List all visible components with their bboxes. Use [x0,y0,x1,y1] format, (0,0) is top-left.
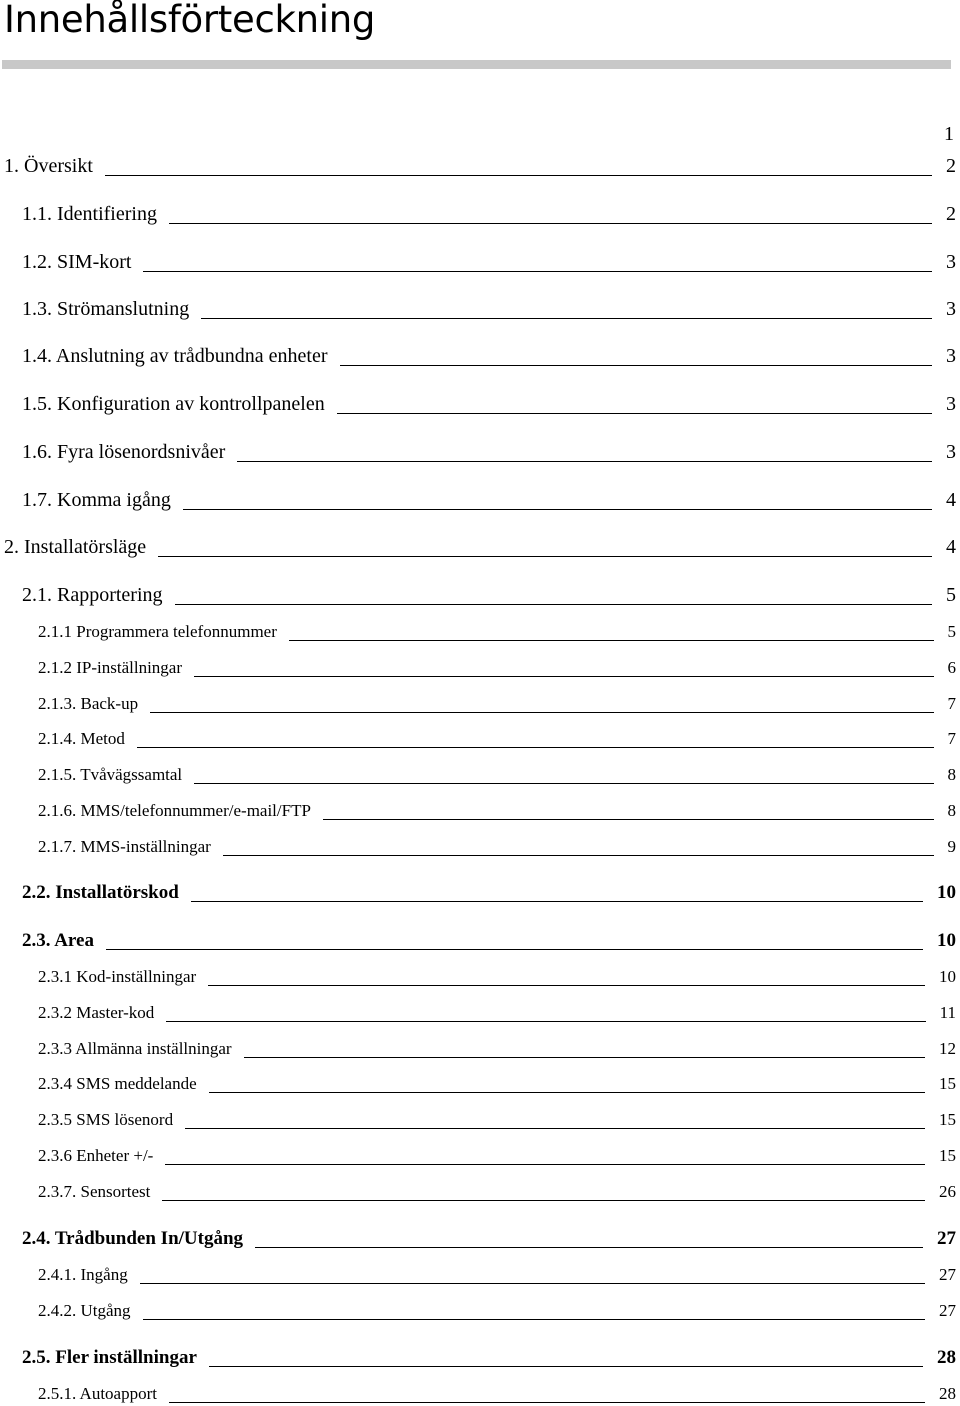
toc-leader-line [194,676,933,677]
toc-entry-label: 2.3.6 Enheter +/- [38,1146,154,1165]
toc-leader-line [137,747,934,748]
toc-entry-page: 3 [946,345,956,367]
toc-entry-page: 3 [946,441,956,463]
toc-entry-page: 5 [947,622,956,641]
toc-entry-label: 2.1.6. MMS/telefonnummer/e-mail/FTP [38,801,311,820]
toc-leader-line [169,1402,925,1403]
toc-entry[interactable] [38,1182,956,1202]
toc-entry[interactable] [38,837,956,857]
toc-entry[interactable] [22,251,956,274]
toc-leader-line [244,1057,925,1058]
toc-entry-label: 2.3.4 SMS meddelande [38,1074,197,1093]
toc-leader-line [143,1319,925,1320]
toc-entry[interactable] [38,1265,956,1285]
toc-entry-label: 2.4.1. Ingång [38,1265,128,1284]
toc-entry-page: 15 [939,1074,956,1093]
toc-entry[interactable] [22,489,956,512]
toc-entry-page: 5 [946,584,956,606]
toc-entry-page: 28 [939,1384,956,1403]
toc-leader-line [255,1247,923,1248]
toc-entry[interactable] [22,393,956,416]
toc-entry-page: 15 [939,1110,956,1129]
toc-entry-label: 2.3.3 Allmänna inställningar [38,1039,232,1058]
toc-entry-label: 2.3.5 SMS lösenord [38,1110,174,1129]
toc-leader-line [162,1200,925,1201]
toc-entry[interactable] [22,298,956,321]
toc-entry-label: 2.4.2. Utgång [38,1301,131,1320]
toc-entry[interactable] [4,536,956,559]
toc-entry-page: 10 [937,882,956,903]
toc-entry-page: 15 [939,1146,956,1165]
toc-entry-label: 1.7. Komma igång [22,489,171,511]
toc-entry-page: 8 [947,765,956,784]
toc-entry-label: 2.3.2 Master-kod [38,1003,155,1022]
toc-entry[interactable] [38,801,956,821]
toc-leader-line [337,413,932,414]
toc-entry-page: 27 [939,1301,956,1320]
toc-entry[interactable] [22,203,956,226]
toc-entry[interactable] [22,441,956,464]
toc-entry-label: 2.5. Fler inställningar [22,1347,197,1368]
toc-entry-label: 2.1.2 IP-inställningar [38,658,183,677]
toc-leader-line [209,1366,923,1367]
toc-entry-page: 8 [947,801,956,820]
toc-leader-line [194,783,933,784]
toc-entry[interactable] [22,1228,956,1250]
toc-entry-page: 3 [946,298,956,320]
toc-entry-page: 7 [947,729,956,748]
toc-entry-label: 2.1.4. Metod [38,729,125,748]
toc-entry-label: 2.1. Rapportering [22,584,163,606]
toc-entry-label: 2.3.7. Sensortest [38,1182,151,1201]
toc-leader-line [140,1283,925,1284]
toc-leader-line [289,640,934,641]
toc-leader-line [223,855,934,856]
toc-leader-line [208,985,925,986]
toc-leader-line [165,1164,925,1165]
toc-entry[interactable] [38,658,956,678]
toc-leader-line [166,1021,925,1022]
toc-leader-line [169,223,932,224]
toc-entry-page: 28 [937,1347,956,1368]
toc-entry-page: 27 [937,1228,956,1249]
toc-entry-label: 2.4. Trådbunden In/Utgång [22,1228,244,1249]
top-page-number: 1 [944,123,954,145]
toc-leader-line [183,509,932,510]
toc-entry-page: 11 [939,1003,956,1022]
toc-leader-line [150,712,933,713]
toc-entry[interactable] [38,622,956,642]
toc-entry-page: 6 [947,658,956,677]
toc-entry-page: 2 [946,155,956,177]
toc-entry-label: 2.1.7. MMS-inställningar [38,837,211,856]
toc-entry[interactable] [22,584,956,607]
toc-leader-line [323,819,934,820]
toc-entry-page: 10 [939,967,956,986]
toc-entry[interactable] [38,1146,956,1166]
toc-entry[interactable] [22,345,956,368]
toc-entry[interactable] [38,1074,956,1094]
toc-entry-label: 1. Översikt [4,155,93,177]
toc-entry-label: 2.3.1 Kod-inställningar [38,967,197,986]
title-underline-bar [2,60,951,69]
toc-entry[interactable] [38,1301,956,1321]
toc-entry-page: 12 [939,1039,956,1058]
toc-entry-label: 2.1.5. Tvåvägssamtal [38,765,183,784]
toc-leader-line [201,318,932,319]
toc-entry-label: 2.3. Area [22,930,94,951]
toc-entry[interactable] [38,694,956,714]
toc-leader-line [209,1092,925,1093]
toc-entry-label: 2.1.3. Back-up [38,694,139,713]
toc-leader-line [143,271,932,272]
toc-entry-label: 1.2. SIM-kort [22,251,132,273]
toc-entry[interactable] [38,967,956,987]
toc-entry-page: 27 [939,1265,956,1284]
toc-entry[interactable] [22,930,956,952]
toc-entry-label: 1.1. Identifiering [22,203,157,225]
toc-leader-line [175,604,932,605]
toc-entry-label: 1.5. Konfiguration av kontrollpanelen [22,393,325,415]
toc-entry-page: 9 [947,837,956,856]
toc-entry[interactable] [38,1003,956,1023]
toc-entry-label: 2. Installatörsläge [4,536,147,558]
toc-entry-page: 10 [937,930,956,951]
toc-leader-line [185,1128,925,1129]
toc-leader-line [340,365,933,366]
toc-entry-label: 2.2. Installatörskod [22,882,179,903]
toc-entry-page: 4 [946,489,956,511]
toc-leader-line [105,175,932,176]
toc-entry-page: 2 [946,203,956,225]
toc-entry-page: 4 [946,536,956,558]
toc-entry-page: 26 [939,1182,956,1201]
page-title: Innehållsförteckning [4,0,376,41]
toc-entry-label: 2.1.1 Programmera telefonnummer [38,622,277,641]
toc-entry-label: 1.6. Fyra lösenordsnivåer [22,441,226,463]
toc-entry[interactable] [22,1347,956,1369]
toc-entry[interactable] [38,765,956,785]
toc-entry[interactable] [38,729,956,749]
toc-entry-page: 3 [946,393,956,415]
toc-leader-line [106,949,923,950]
toc-entry[interactable] [38,1110,956,1130]
toc-entry[interactable] [38,1384,956,1404]
toc-entry-label: 1.4. Anslutning av trådbundna enheter [22,345,328,367]
toc-leader-line [191,901,923,902]
toc-entry[interactable] [4,155,956,178]
toc-entry-label: 2.5.1. Autoapport [38,1384,157,1403]
toc-entry-page: 3 [946,251,956,273]
toc-entry-label: 1.3. Strömanslutning [22,298,190,320]
toc-leader-line [158,556,932,557]
toc-entry[interactable] [38,1039,956,1059]
toc-leader-line [237,461,932,462]
toc-entry-page: 7 [947,694,956,713]
toc-entry[interactable] [22,882,956,904]
